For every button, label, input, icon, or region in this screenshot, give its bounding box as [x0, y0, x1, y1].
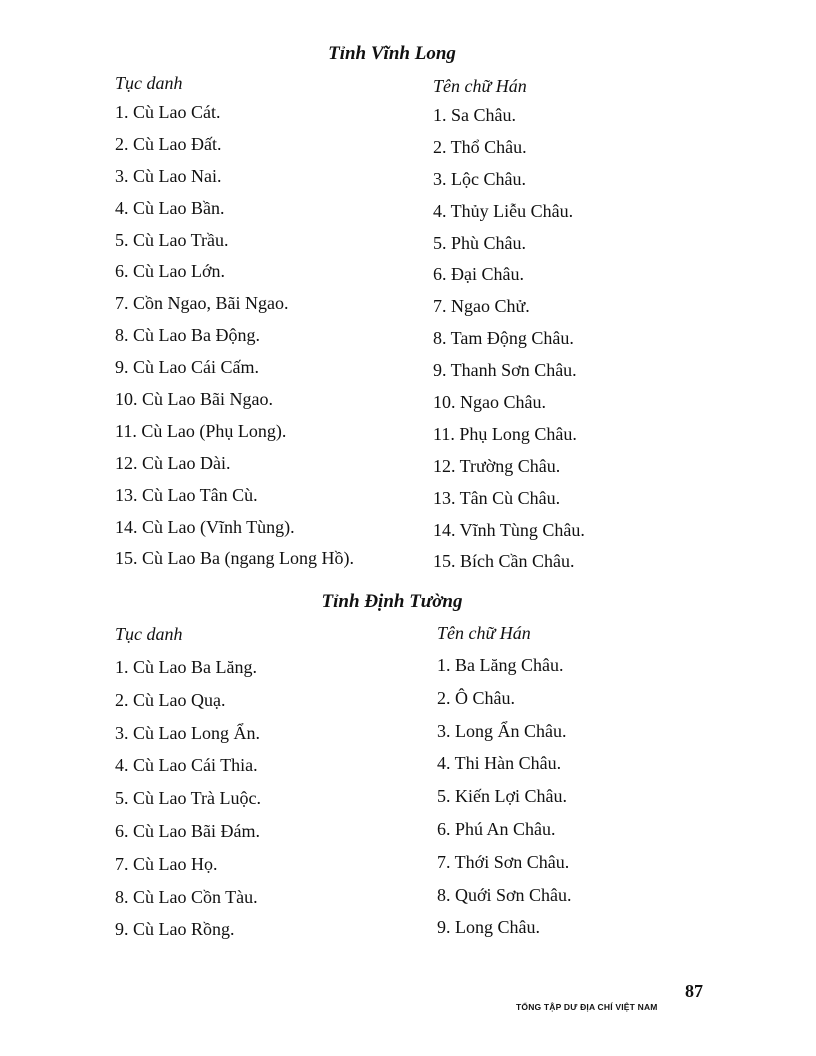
list-item: 6. Phú An Châu.: [437, 818, 556, 839]
list-item: 3. Cù Lao Long Ẩn.: [115, 722, 260, 743]
column-header-tuc-danh: Tục danh: [115, 73, 183, 93]
list-item: 3. Long Ẩn Châu.: [437, 720, 567, 741]
list-item: 9. Thanh Sơn Châu.: [433, 360, 577, 381]
list-item: 9. Cù Lao Cái Cấm.: [115, 357, 259, 378]
section-title-dinh-tuong: Tỉnh Định Tường: [321, 591, 463, 612]
list-item: 15. Cù Lao Ba (ngang Long Hồ).: [115, 548, 354, 569]
list-item: 1. Cù Lao Cát.: [115, 102, 221, 122]
list-item: 8. Cù Lao Cồn Tàu.: [115, 886, 258, 907]
list-item: 9. Cù Lao Rồng.: [115, 919, 235, 940]
section-title-vinh-long: Tỉnh Vĩnh Long: [328, 43, 456, 64]
list-item: 3. Cù Lao Nai.: [115, 165, 222, 186]
dinh-tuong-common-names-list: [115, 651, 261, 946]
list-item: 7. Ngao Chử.: [433, 296, 530, 317]
list-item: 7. Thới Sơn Châu.: [437, 851, 570, 872]
column-header-ten-chu-han: Tên chữ Hán: [433, 76, 527, 96]
list-item: 13. Cù Lao Tân Cù.: [115, 484, 258, 505]
list-item: 11. Phụ Long Châu.: [433, 423, 577, 444]
list-item: 12. Trường Châu.: [433, 455, 561, 476]
book-title-footer: TỔNG TẬP DƯ ĐỊA CHÍ VIỆT NAM: [516, 1002, 658, 1012]
list-item: 1. Ba Lăng Châu.: [437, 655, 564, 675]
list-item: 5. Kiến Lợi Châu.: [437, 786, 567, 807]
list-item: 10. Ngao Châu.: [433, 392, 546, 413]
column-header-ten-chu-han: Tên chữ Hán: [437, 623, 531, 643]
list-item: 8. Quới Sơn Châu.: [437, 884, 572, 905]
list-item: 14. Cù Lao (Vĩnh Tùng).: [115, 516, 295, 537]
vinh-long-common-names-list: [115, 97, 354, 575]
list-item: 8. Tam Động Châu.: [433, 328, 574, 349]
list-item: 4. Thủy Liễu Châu.: [433, 200, 574, 221]
list-item: 4. Thi Hàn Châu.: [437, 753, 562, 774]
list-item: 6. Đại Châu.: [433, 264, 524, 285]
column-header-tuc-danh: Tục danh: [115, 624, 183, 644]
list-item: 12. Cù Lao Dài.: [115, 452, 231, 473]
list-item: 11. Cù Lao (Phụ Long).: [115, 420, 287, 441]
list-item: 2. Cù Lao Quạ.: [115, 689, 226, 710]
list-item: 14. Vĩnh Tùng Châu.: [433, 519, 585, 540]
list-item: 15. Bích Cần Châu.: [433, 551, 575, 572]
list-item: 1. Cù Lao Ba Lăng.: [115, 657, 257, 677]
list-item: 7. Cù Lao Họ.: [115, 853, 218, 874]
page-number: 87: [685, 981, 703, 1001]
vinh-long-chinese-names-list: [433, 100, 585, 578]
list-item: 13. Tân Cù Châu.: [433, 487, 561, 508]
list-item: 5. Phù Châu.: [433, 232, 527, 253]
list-item: 4. Cù Lao Cái Thia.: [115, 755, 258, 776]
list-item: 3. Lộc Châu.: [433, 168, 526, 189]
list-item: 9. Long Châu.: [437, 917, 540, 938]
list-item: 7. Cồn Ngao, Bãi Ngao.: [115, 293, 289, 314]
list-item: 5. Cù Lao Trầu.: [115, 229, 229, 250]
list-item: 2. Ô Châu.: [437, 687, 515, 708]
dinh-tuong-chinese-names-list: [437, 649, 572, 944]
list-item: 1. Sa Châu.: [433, 105, 516, 125]
list-item: 10. Cù Lao Bãi Ngao.: [115, 389, 273, 410]
list-item: 6. Cù Lao Lớn.: [115, 261, 226, 282]
list-item: 4. Cù Lao Bần.: [115, 197, 225, 218]
list-item: 8. Cù Lao Ba Động.: [115, 325, 260, 346]
list-item: 2. Cù Lao Đất.: [115, 133, 222, 154]
list-item: 2. Thổ Châu.: [433, 136, 527, 157]
list-item: 6. Cù Lao Bãi Đám.: [115, 820, 260, 841]
list-item: 5. Cù Lao Trà Luộc.: [115, 788, 261, 809]
